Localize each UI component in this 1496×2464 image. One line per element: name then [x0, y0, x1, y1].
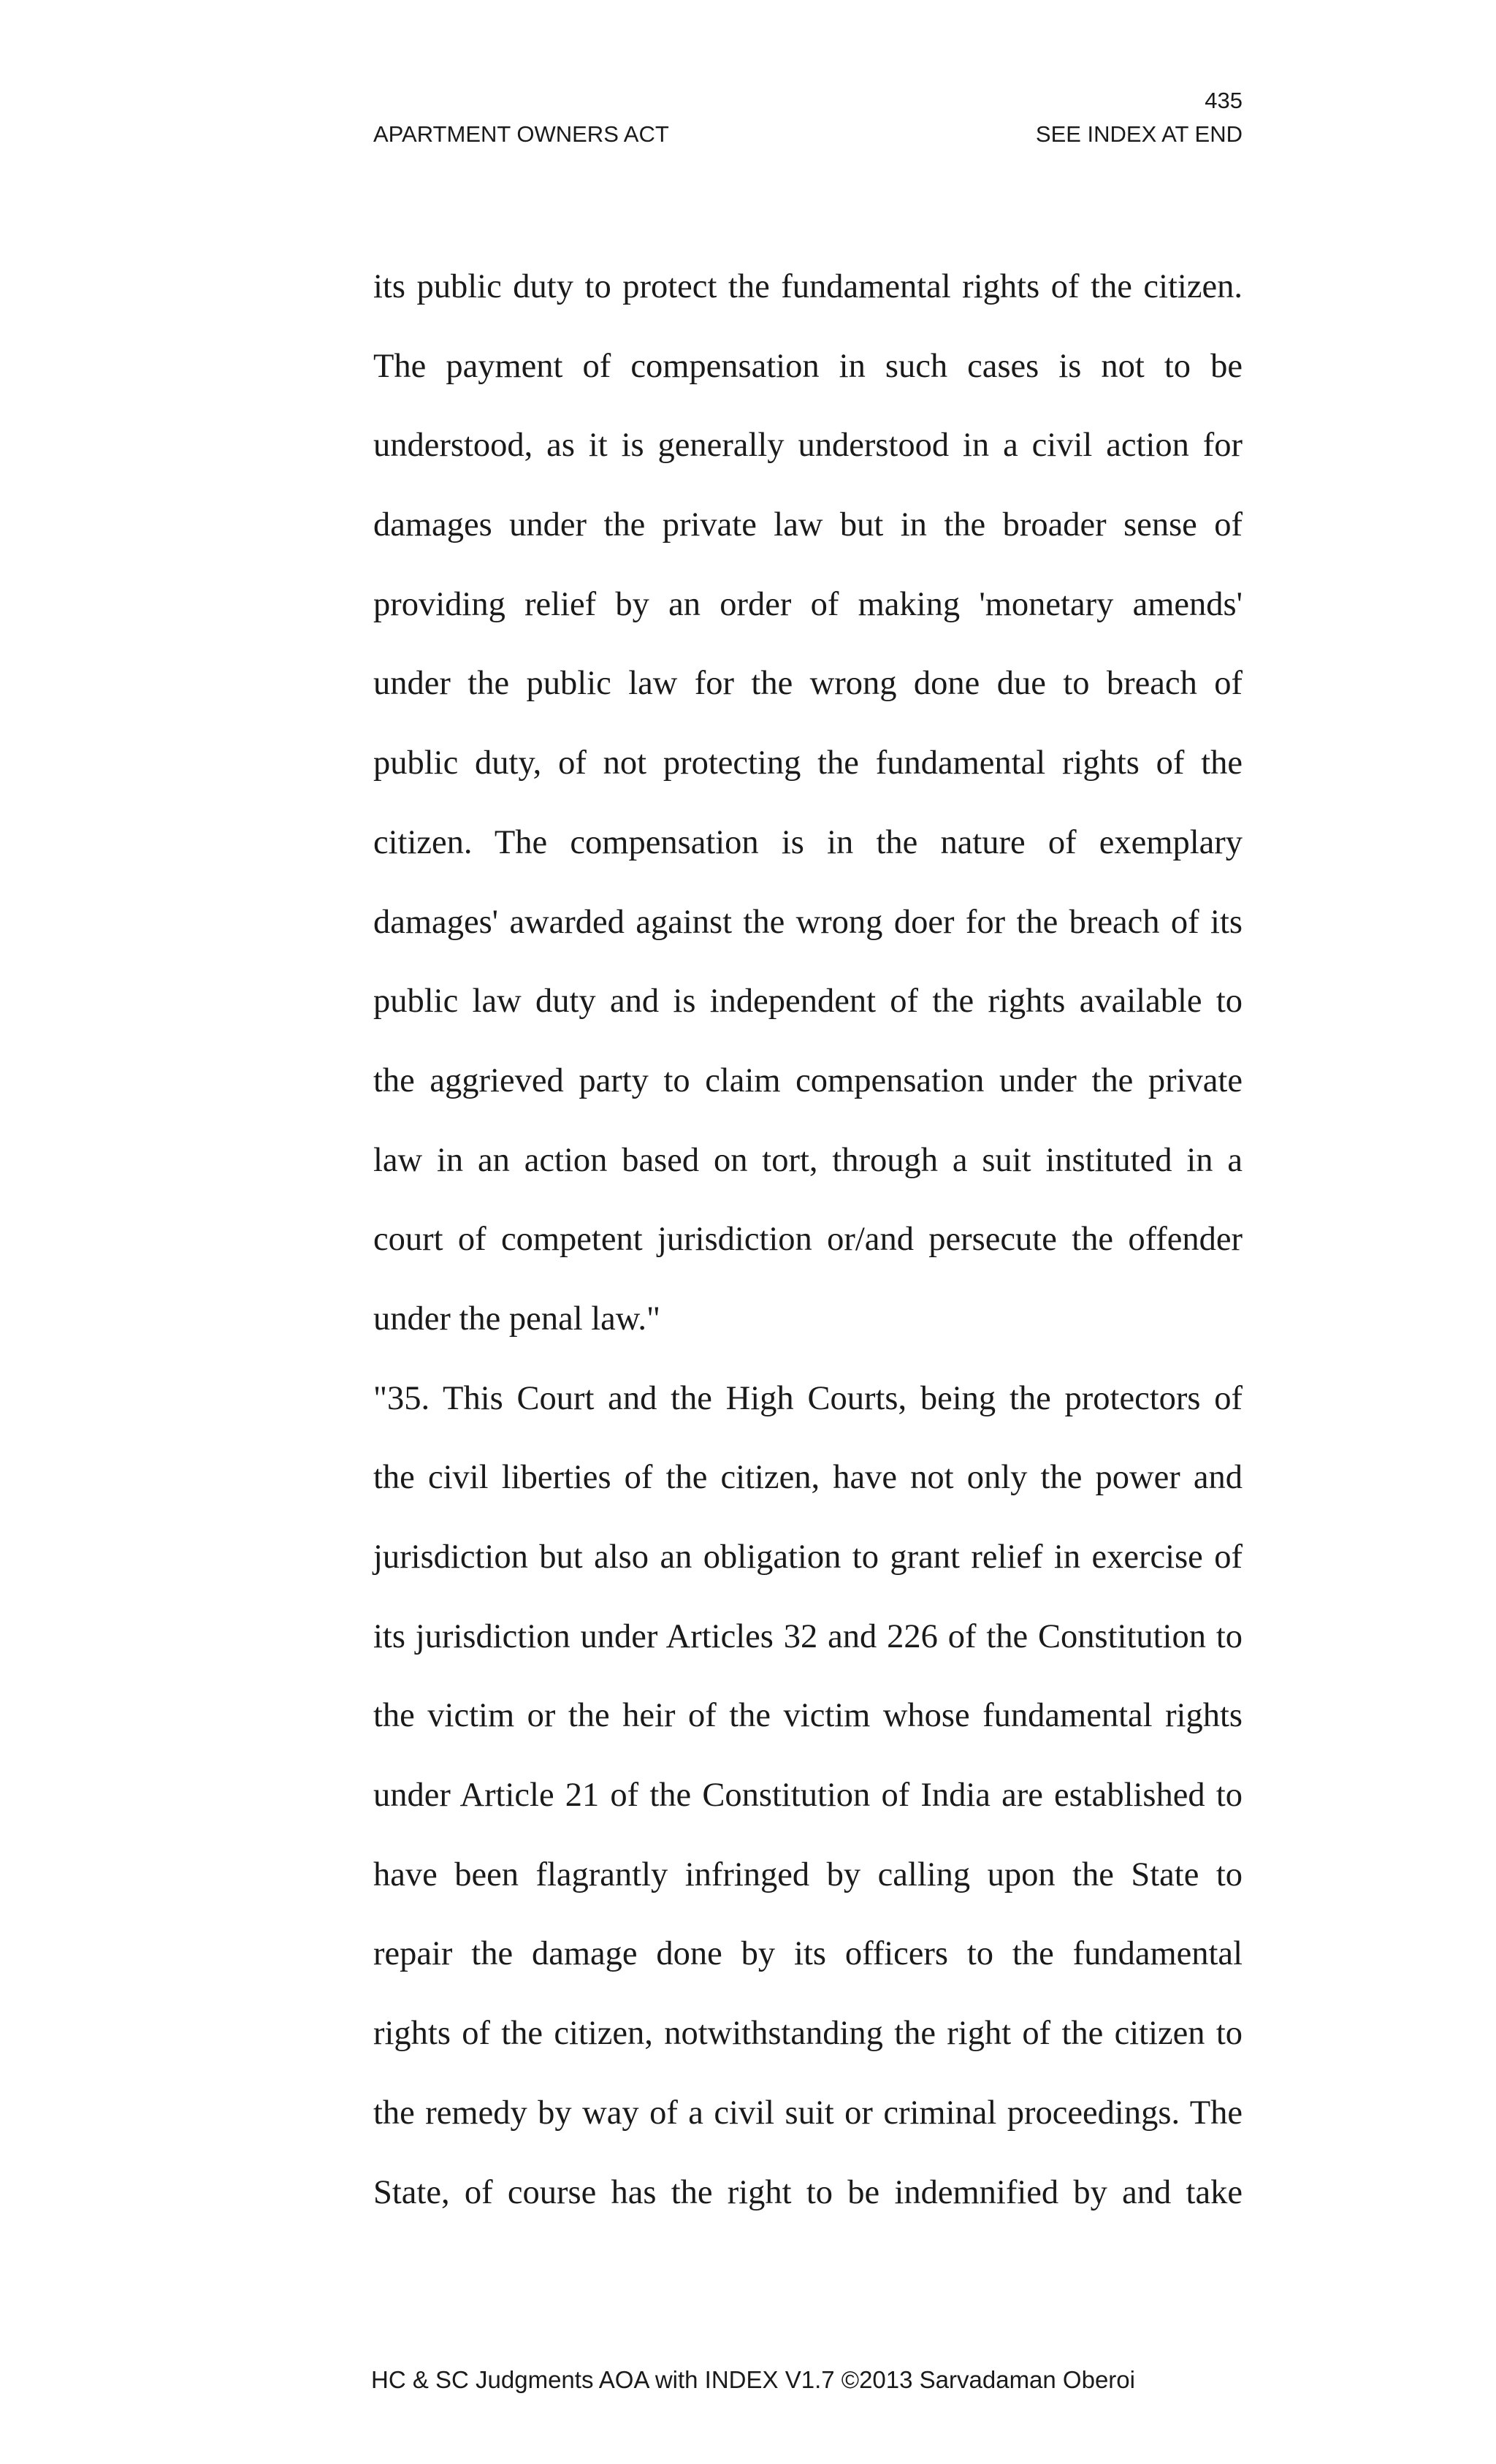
body-line: the civil liberties of the citizen, have not only the power and: [373, 1459, 1243, 1497]
body-line: the aggrieved party to claim compensation under the private: [373, 1061, 1243, 1099]
page-number: 435: [1205, 88, 1243, 113]
body-line: its public duty to protect the fundamental rights of the citizen.: [373, 268, 1243, 305]
body-line: providing relief by an order of making 'monetary amends': [373, 585, 1243, 623]
body-line: have been flagrantly infringed by calling upon the State to: [373, 1855, 1243, 1893]
header-title: APARTMENT OWNERS ACT: [373, 121, 669, 147]
body-line: the remedy by way of a civil suit or criminal proceedings. The: [373, 2094, 1243, 2132]
body-line: public duty, of not protecting the fundamental rights of the: [373, 744, 1243, 782]
body-line: court of competent jurisdiction or/and persecute the offender: [373, 1221, 1243, 1259]
body-line: public law duty and is independent of the rights available to: [373, 983, 1243, 1021]
body-line: damages' awarded against the wrong doer for the breach of its: [373, 903, 1243, 941]
body-text: [373, 265, 1243, 2250]
body-line: The payment of compensation in such cases is not to be: [373, 347, 1243, 385]
body-line: "35. This Court and the High Courts, being the protectors of: [373, 1379, 1243, 1417]
body-line: damages under the private law but in the broader sense of: [373, 506, 1243, 544]
body-line: under the penal law.": [373, 1300, 660, 1338]
body-line: law in an action based on tort, through a suit instituted in a: [373, 1141, 1243, 1179]
body-line: State, of course has the right to be indemnified by and take: [373, 2173, 1243, 2211]
body-line: its jurisdiction under Articles 32 and 226 of the Constitution to: [373, 1617, 1243, 1655]
body-line: jurisdiction but also an obligation to grant relief in exercise of: [373, 1538, 1243, 1576]
body-line: rights of the citizen, notwithstanding the right of the citizen to: [373, 2015, 1243, 2053]
footer-text: HC & SC Judgments AOA with INDEX V1.7 ©2013 Sarvadaman Oberoi: [371, 2366, 1135, 2393]
header-index-note: SEE INDEX AT END: [1035, 121, 1243, 147]
body-line: repair the damage done by its officers to the fundamental: [373, 1935, 1243, 1973]
running-header: [373, 120, 1243, 149]
body-line: understood, as it is generally understood in a civil action for: [373, 427, 1243, 465]
body-line: citizen. The compensation is in the nature of exemplary: [373, 823, 1243, 861]
body-line: the victim or the heir of the victim whose fundamental rights: [373, 1697, 1243, 1735]
body-line: under Article 21 of the Constitution of India are established to: [373, 1777, 1243, 1815]
body-line: under the public law for the wrong done due to breach of: [373, 665, 1243, 703]
